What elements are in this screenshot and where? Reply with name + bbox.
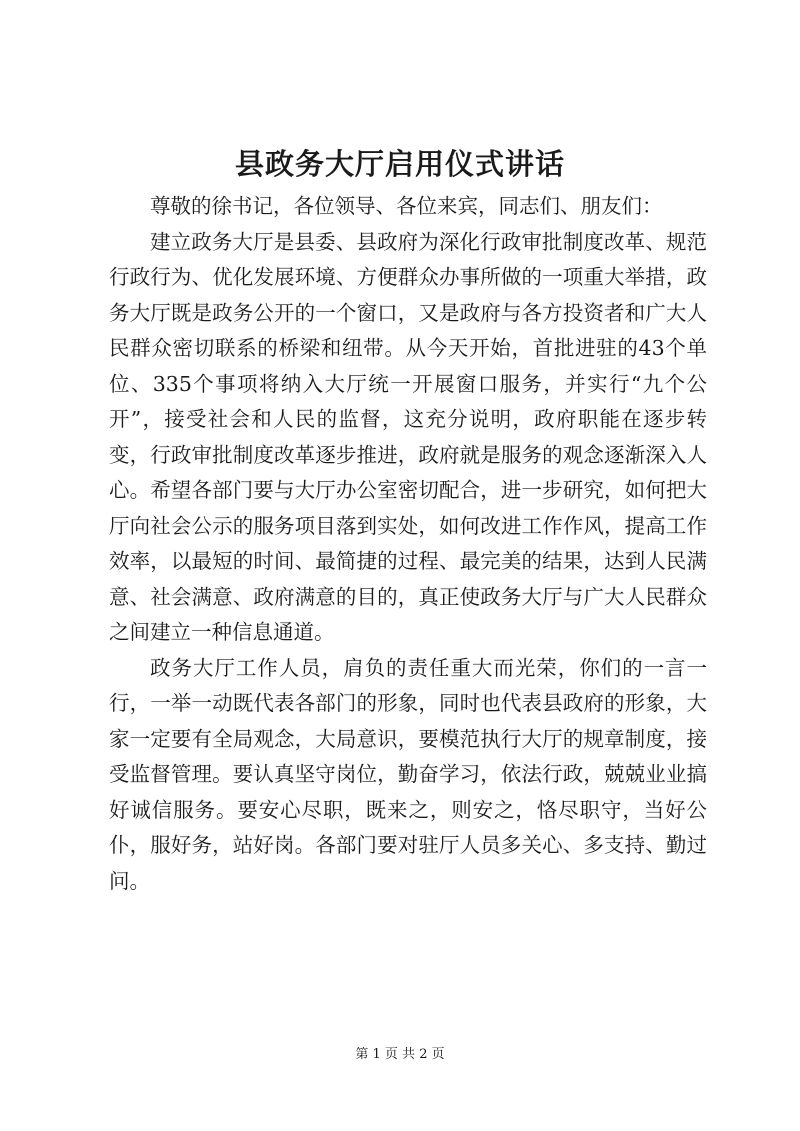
document-title: 县政务大厅启用仪式讲话 xyxy=(234,147,565,181)
body-paragraph-2: 政务大厅工作人员，肩负的责任重大而光荣，你们的一言一行，一举一动既代表各部门的形象，同时也代表县政府的形象，大家一定要有全局观念，大局意识，要模范执行大厅的规章制度，接受监督管理。要认真坚守岗位，勤奋学习，依法行政，兢兢业业搞好诚信服务。要安心尽职，既来之，则安之，恪尽职守，当好公仆，服好务，站好岗。各部门要对驻厅人员多关心、多支持、勤过问。 xyxy=(109,655,707,893)
body-paragraph-1: 建立政务大厅是县委、县政府为深化行政审批制度改革、规范行政行为、优化发展环境、方便群众办事所做的一项重大举措，政务大厅既是政务公开的一个窗口，又是政府与各方投资者和广大人民群众密切联系的桥梁和纽带。从今天开始，首批进驻的43个单位、335个事项将纳入大厅统一开展窗口服务，并实行“九个公开”，接受社会和人民的监督，这充分说明，政府职能在逐步转变，行政审批制度改革逐步推进，政府就是服务的观念逐渐深入人心。希望各部门要与大厅办公室密切配合，进一步研究，如何把大厅向社会公示的服务项目落到实处，如何改进工作作风，提高工作效率，以最短的时间、最简捷的过程、最完美的结果，达到人民满意、社会满意、政府满意的目的，真正使政务大厅与广大人民群众之间建立一种信息通道。 xyxy=(109,229,707,644)
document-body xyxy=(109,189,707,899)
page-footer: 第 1 页 共 2 页 xyxy=(355,1047,445,1062)
greeting-paragraph: 尊敬的徐书记，各位领导、各位来宾，同志们、朋友们： xyxy=(150,194,663,218)
